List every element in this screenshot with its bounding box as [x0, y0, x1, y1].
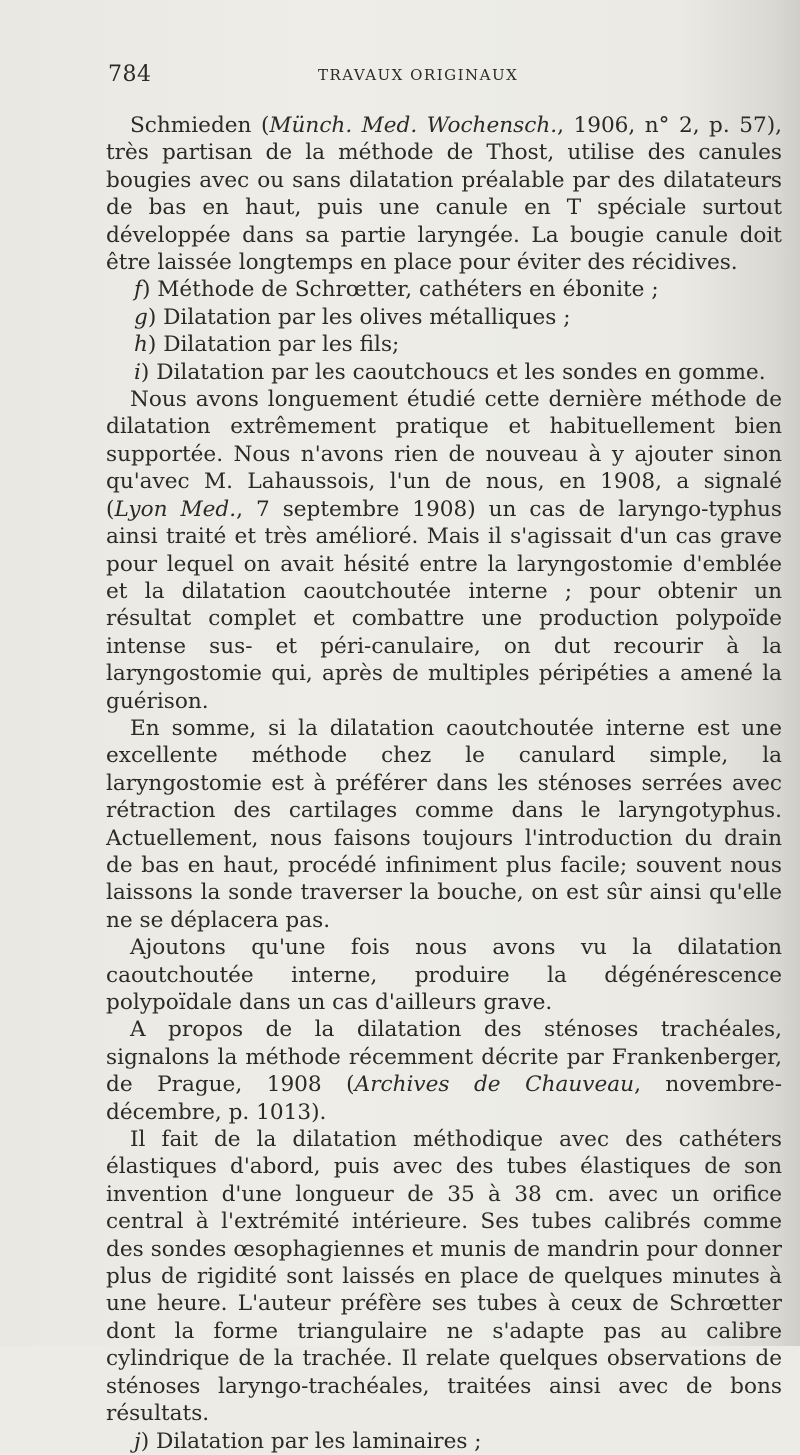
list-item-text: ) Méthode de Schrœtter, cathéters en ébonite ;: [142, 277, 659, 303]
page-header: [108, 62, 760, 96]
text-run: , 7 septembre 1908) un cas de laryngo-typhus ainsi traité et très amélioré. Mais il s'agissait d'un cas grave pour lequel on avait hésité entre la laryngostomie d'emblée et la dilatation caoutchoutée interne ; pour obtenir un résultat complet et combattre une production polypoïde intense sus- et péri-canulaire, on dut recourir à la laryngostomie qui, après de multiples péripéties a amené la guérison.: [106, 496, 782, 714]
text-run: , novembre-décembre, p. 1013).: [106, 1072, 783, 1125]
list-item-h: [106, 331, 782, 358]
list-letter: j: [134, 1428, 141, 1454]
running-head: TRAVAUX ORIGINAUX: [318, 66, 519, 84]
list-letter: g: [134, 304, 148, 330]
text-run: Schmieden (: [130, 113, 270, 138]
paragraph-nous-avons: [106, 386, 782, 715]
paragraph-en-somme: En somme, si la dilatation caoutchoutée interne est une excellente méthode chez le canulard simple, la laryngostomie est à préférer dans les sténoses serrées avec rétraction des cartilages comme dans le laryngotyphus. Actuellement, nous faisons toujours l'introduction du drain de bas en haut, procédé infiniment plus facile; souvent nous laissons la sonde traverser la bouche, on est sûr ainsi qu'elle ne se déplacera pas.: [106, 715, 782, 933]
page-number: 784: [108, 62, 152, 87]
text-run: A propos de la dilatation des sténoses trachéales, signalons la méthode récemment décrite par Frankenberger, de Prague, 1908 (: [106, 1017, 782, 1098]
journal-title: Archives de Chauveau: [354, 1072, 635, 1098]
paragraph-ajoutons: Ajoutons qu'une fois nous avons vu la dilatation caoutchoutée interne, produire la dégénérescence polypoïdale dans un cas d'ailleurs grave.: [106, 935, 782, 1015]
list-item-i: [106, 359, 782, 386]
journal-title: Münch. Med. Wochensch.: [269, 113, 558, 138]
list-item-text: ) Dilatation par les laminaires ;: [140, 1428, 482, 1454]
list-item-g: [106, 304, 782, 331]
text-run: Nous avons longuement étudié cette dernière méthode de dilatation extrêmement pratique et habituellement bien supportée. Nous n'avons rien de nouveau à y ajouter sinon qu'avec M. Lahaussois, l'un de nous, en 1908, a signalé (: [106, 387, 782, 522]
paragraph-il-fait: Il fait de la dilatation méthodique avec des cathéters élastiques d'abord, puis avec des tubes élastiques de son invention d'une longueur de 35 à 38 cm. avec un orifice central à l'extrémité intérieure. Ses tubes calibrés comme des sondes œsophagiennes et munis de mandrin pour donner plus de rigidité sont laissés en place de quelques minutes à une heure. L'auteur préfère ses tubes à ceux de Schrœtter dont la forme triangulaire ne s'adapte pas au calibre cylindrique de la trachée. Il relate quelques observations de sténoses laryngo-trachéales, traitées ainsi avec de bons résultats.: [106, 1127, 782, 1427]
paragraph-a-propos: [106, 1016, 782, 1126]
list-item-j: [106, 1428, 782, 1455]
list-item-text: ) Dilatation par les fils;: [147, 332, 400, 358]
body-text: [106, 112, 782, 1455]
journal-title: Lyon Med.: [114, 496, 237, 522]
list-letter: f: [134, 277, 142, 303]
list-letter: h: [134, 332, 148, 358]
list-letter: i: [134, 359, 141, 385]
list-item-text: ) Dilatation par les caoutchoucs et les sondes en gomme.: [140, 359, 766, 385]
list-item-text: ) Dilatation par les olives métalliques ;: [147, 304, 571, 330]
list-item-f: [106, 276, 782, 303]
text-run: , 1906, n° 2, p. 57), très partisan de la méthode de Thost, utilise des canules bougies avec ou sans dilatation préalable par des dilatateurs de bas en haut, puis une canule en T spéciale surtout développée dans sa partie laryngée. La bougie canule doit être laissée longtemps en place pour éviter des récidives.: [106, 113, 782, 276]
paragraph-schmieden: [106, 112, 782, 276]
